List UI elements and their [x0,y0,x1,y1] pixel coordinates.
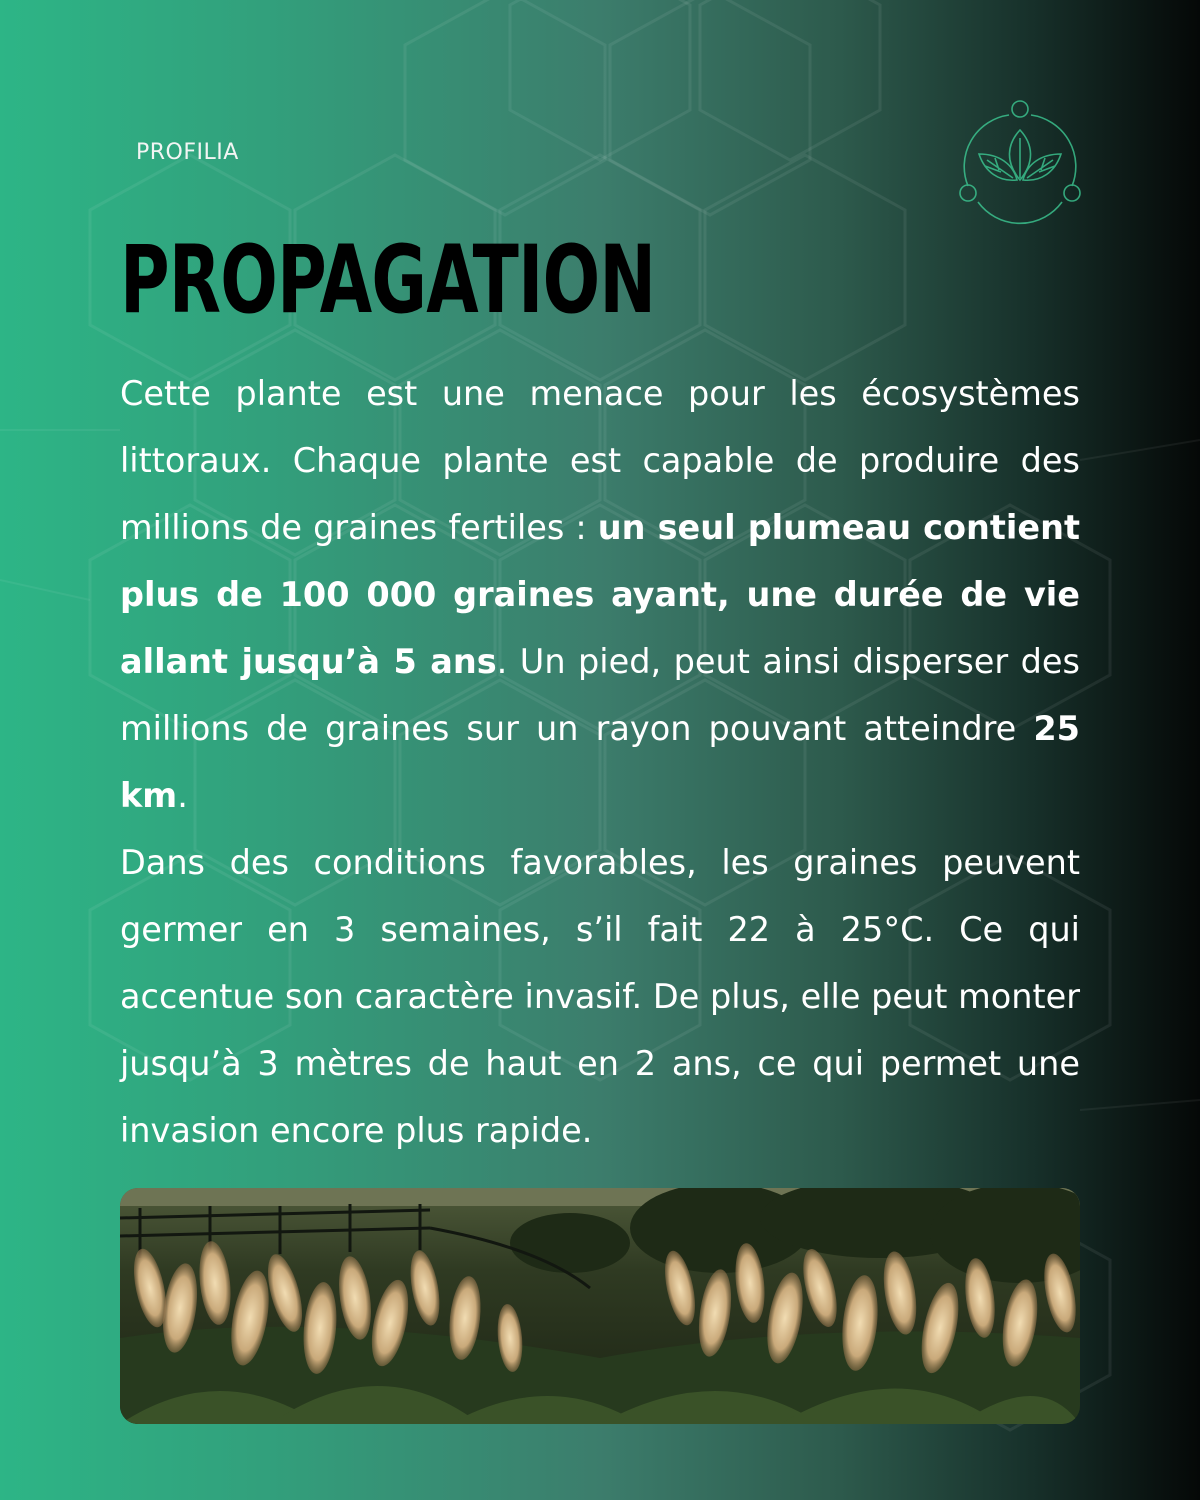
paragraph-1-text-c: . [177,776,188,815]
page-title: PROPAGATION [120,226,656,335]
pampas-grass-photo [120,1188,1080,1424]
paragraph-1-text-a: Cette plante est une menace pour les écosystèmes littoraux. Chaque plante est capable de produire des millions de graines fertiles : [120,374,1080,547]
paragraph-1-text-b: . Un pied, peut ainsi disperser des millions de graines sur un rayon pouvant atteindre [120,642,1080,748]
paragraph-2: Dans des conditions favorables, les graines peuvent germer en 3 semaines, s’il fait 22 à 25°C. Ce qui accentue son caractère invasif. De plus, elle peut monter jusqu’à 3 mètres de haut en 2 ans, ce qui permet une invasion encore plus rapide. [120,843,1080,1150]
body-text [120,360,1080,1164]
brand-name: PROFILIA [136,140,239,165]
paragraph-1-bold-distance: 25 km [120,709,1080,815]
leaf-logo-icon [955,98,1085,228]
paragraph-1 [120,360,1080,829]
paragraph-1-bold-seeds: un seul plumeau contient plus de 100 000 graines ayant, une durée de vie allant jusqu’à 5 ans [120,508,1080,681]
